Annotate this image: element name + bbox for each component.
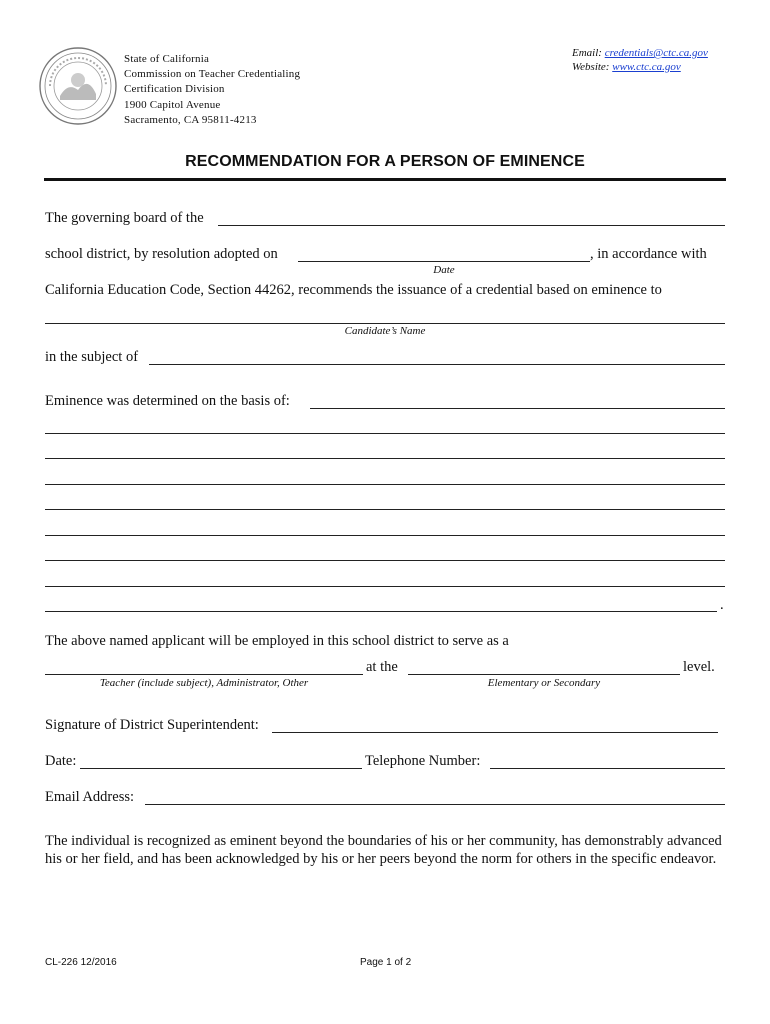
eminence-basis-line[interactable]: [45, 560, 725, 561]
title-divider: [44, 178, 726, 181]
agency-address: [124, 52, 300, 128]
contact-info: [572, 46, 708, 74]
agency-line: State of California: [124, 53, 210, 65]
eminence-basis-line[interactable]: [45, 458, 725, 459]
governing-board-field[interactable]: [218, 225, 725, 226]
date-caption: Date: [433, 264, 455, 276]
form-id: CL-226 12/2016: [45, 957, 117, 968]
page-title: RECOMMENDATION FOR A PERSON OF EMINENCE: [185, 153, 585, 170]
signature-field[interactable]: [272, 732, 718, 733]
role-caption: Teacher (include subject), Administrator, Other: [99, 677, 309, 689]
subject-field[interactable]: [149, 364, 725, 365]
telephone-field[interactable]: [490, 768, 725, 769]
at-the-label: at the: [366, 659, 398, 675]
email-label: Email:: [572, 47, 602, 59]
eminence-basis-line[interactable]: [45, 433, 725, 434]
eminence-basis-line[interactable]: [45, 586, 725, 587]
education-code-text: California Education Code, Section 44262, recommends the issuance of a credential based on eminence to: [45, 282, 662, 298]
state-seal-logo: [38, 46, 118, 126]
eminence-basis-line[interactable]: [45, 484, 725, 485]
agency-line: Sacramento, CA 95811-4213: [124, 113, 257, 126]
eminence-basis-period: .: [720, 597, 724, 613]
level-field[interactable]: [408, 674, 680, 675]
agency-line: Certification Division: [124, 83, 225, 96]
date-label: Date:: [45, 753, 77, 769]
candidate-name-field[interactable]: [45, 323, 725, 324]
subject-label: in the subject of: [45, 349, 139, 365]
school-district-label: school district, by resolution adopted on: [45, 246, 278, 262]
eminence-basis-line[interactable]: [45, 535, 725, 536]
accordance-label: , in accordance with: [590, 246, 707, 262]
eminence-basis-label: Eminence was determined on the basis of:: [45, 393, 290, 409]
employment-text: The above named applicant will be employed in this school district to serve as a: [45, 633, 509, 649]
eminence-basis-line[interactable]: [45, 509, 725, 510]
website-link[interactable]: www.ctc.ca.gov: [612, 61, 681, 73]
eminence-statement: The individual is recognized as eminent beyond the boundaries of his or her community, has demonstrably advanced his or her field, and has been acknowledged by his or her peers beyond the norm for others in the specific endeavor.: [45, 833, 722, 867]
eminence-basis-field[interactable]: [310, 408, 725, 409]
role-field[interactable]: [45, 674, 363, 675]
agency-line: Commission on Teacher Credentialing: [124, 68, 301, 81]
telephone-label: Telephone Number:: [365, 753, 481, 769]
agency-line: 1900 Capitol Avenue: [124, 98, 221, 111]
date-field[interactable]: [80, 768, 362, 769]
signature-label: Signature of District Superintendent:: [45, 717, 259, 733]
governing-board-label: The governing board of the: [45, 210, 204, 226]
email-link[interactable]: credentials@ctc.ca.gov: [604, 47, 708, 59]
candidate-caption: Candidate’s Name: [344, 325, 426, 337]
email-address-label: Email Address:: [45, 789, 135, 805]
email-address-field[interactable]: [145, 804, 725, 805]
page-number: Page 1 of 2: [360, 957, 412, 968]
resolution-date-field[interactable]: [298, 261, 590, 262]
level-label: level.: [683, 659, 715, 675]
eminence-basis-line[interactable]: [45, 611, 717, 612]
level-caption: Elementary or Secondary: [487, 677, 601, 689]
website-label: Website:: [572, 61, 610, 73]
